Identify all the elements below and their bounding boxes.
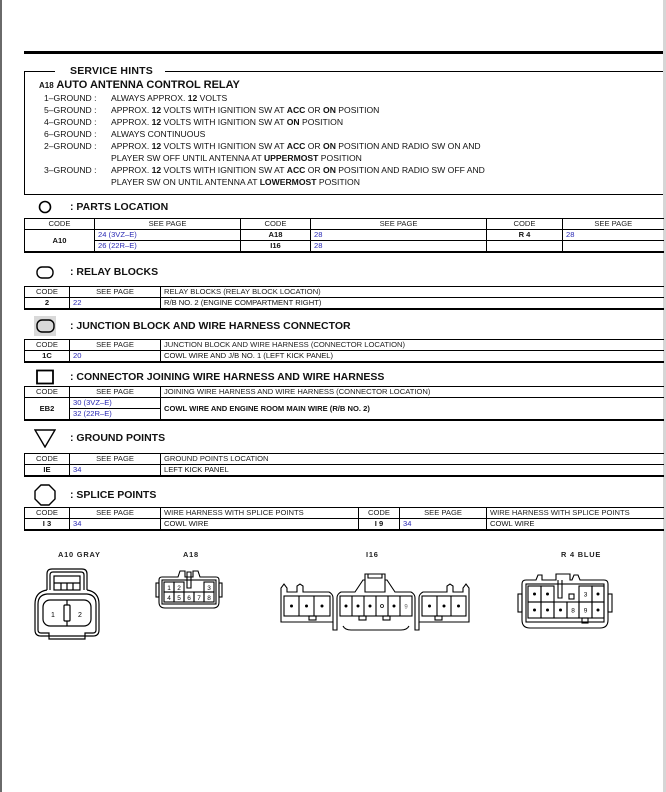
section-title: : PARTS LOCATION xyxy=(70,201,169,213)
column-header: GROUND POINTS LOCATION xyxy=(161,454,664,465)
desc-cell: COWL WIRE xyxy=(161,519,359,531)
hint-bold: 12 xyxy=(151,141,162,151)
page-link[interactable]: 24 (3VZ–E) xyxy=(95,230,241,241)
hint-text: POSITION xyxy=(316,177,360,187)
hint-bold: ACC xyxy=(286,165,306,175)
parts-location-header xyxy=(34,200,168,214)
hint-bold: LOWERMOST xyxy=(259,177,317,187)
connector-r4-diagram xyxy=(516,570,616,632)
rounded-rect-icon xyxy=(34,265,56,279)
column-header: CODE xyxy=(25,387,70,398)
pin-label: 8 xyxy=(207,595,211,602)
hint-row xyxy=(44,141,481,151)
parts-location-table xyxy=(24,218,664,253)
pin-label: 3 xyxy=(583,591,588,599)
desc-cell: R/B NO. 2 (ENGINE COMPARTMENT RIGHT) xyxy=(161,298,664,310)
hint-text: VOLTS WITH IGNITION SW AT xyxy=(161,105,287,115)
square-icon xyxy=(34,369,56,385)
code-cell: 1C xyxy=(25,351,70,363)
hint-text: APPROX. xyxy=(111,165,152,175)
column-header: SEE PAGE xyxy=(70,287,161,298)
table-row xyxy=(25,230,664,241)
column-header: WIRE HARNESS WITH SPLICE POINTS xyxy=(487,508,664,519)
desc-cell: LEFT KICK PANEL xyxy=(161,465,664,477)
hint-text: APPROX. xyxy=(111,105,152,115)
hint-row xyxy=(44,93,227,103)
hint-terminal: 1–GROUND : xyxy=(44,93,97,103)
column-header: SEE PAGE xyxy=(563,219,664,230)
relay-blocks-table xyxy=(24,286,664,310)
column-header: JOINING WIRE HARNESS AND WIRE HARNESS (CONNECTOR LOCATION) xyxy=(161,387,664,398)
hint-bold: 12 xyxy=(151,105,162,115)
hint-text: ALWAYS CONTINUOUS xyxy=(111,129,206,139)
empty-cell xyxy=(563,241,664,253)
hint-terminal: 6–GROUND : xyxy=(44,129,97,139)
hint-text: VOLTS WITH IGNITION SW AT xyxy=(161,117,287,127)
connector-a10-label: A10 GRAY xyxy=(58,550,101,559)
hint-text: POSITION xyxy=(335,105,380,115)
pin-label: 3 xyxy=(207,585,211,592)
hint-text: VOLTS WITH IGNITION SW AT xyxy=(161,165,287,175)
hint-text: PLAYER SW OFF UNTIL ANTENNA AT xyxy=(111,153,264,163)
column-header: CODE xyxy=(241,219,311,230)
page-link[interactable]: 28 xyxy=(311,241,487,253)
page-link[interactable]: 22 xyxy=(70,298,161,310)
table-row xyxy=(25,465,664,477)
hint-text: OR xyxy=(305,165,324,175)
table-header-row xyxy=(25,508,664,519)
column-header: SEE PAGE xyxy=(95,219,241,230)
hint-text: ALWAYS APPROX. xyxy=(111,93,188,103)
connector-a10-diagram xyxy=(33,568,101,642)
connector-joining-header xyxy=(34,369,384,385)
table-row xyxy=(25,519,664,531)
column-header: SEE PAGE xyxy=(70,340,161,351)
heading-text: AUTO ANTENNA CONTROL RELAY xyxy=(56,79,240,91)
section-title: : JUNCTION BLOCK AND WIRE HARNESS CONNECTOR xyxy=(70,320,351,332)
hint-row xyxy=(44,105,379,115)
page-link[interactable]: 34 xyxy=(70,519,161,531)
hint-text: OR xyxy=(305,105,324,115)
code-cell: A18 xyxy=(241,230,311,241)
hint-bold: ACC xyxy=(286,105,306,115)
hint-bold: 12 xyxy=(187,93,198,103)
hint-text: POSITION xyxy=(318,153,362,163)
hint-text: APPROX. xyxy=(111,141,152,151)
hint-terminal: 2–GROUND : xyxy=(44,141,97,151)
code-cell: I 9 xyxy=(359,519,400,531)
page-link[interactable]: 20 xyxy=(70,351,161,363)
hint-text: POSITION AND RADIO SW ON AND xyxy=(335,141,481,151)
heading-code: A18 xyxy=(39,81,54,90)
circle-icon xyxy=(34,200,56,214)
service-hints-heading xyxy=(39,79,240,91)
page-link[interactable]: 28 xyxy=(311,230,487,241)
hint-continuation xyxy=(111,177,360,187)
hint-text: OR xyxy=(305,141,324,151)
pin-label: 9 xyxy=(583,607,588,615)
hint-bold: ON xyxy=(323,105,336,115)
pin-label: 2 xyxy=(177,585,181,592)
hint-text: POSITION xyxy=(299,117,344,127)
pin-label: 8 xyxy=(571,607,575,615)
section-title: : CONNECTOR JOINING WIRE HARNESS AND WIRE HARNESS xyxy=(70,371,385,383)
hint-bold: ON xyxy=(286,117,300,127)
hint-text: POSITION AND RADIO SW OFF AND xyxy=(335,165,485,175)
connector-a18-label: A18 xyxy=(183,550,199,559)
page-link[interactable]: 30 (3VZ–E) xyxy=(70,398,161,409)
shaded-rounded-rect-icon xyxy=(34,316,56,336)
hint-terminal: 5–GROUND : xyxy=(44,105,97,115)
hint-text: VOLTS WITH IGNITION SW AT xyxy=(161,141,287,151)
connector-i16-label: I16 xyxy=(366,550,379,559)
top-rule xyxy=(24,51,663,54)
code-cell: I 3 xyxy=(25,519,70,531)
table-row xyxy=(25,241,664,253)
service-hints-box xyxy=(24,65,663,195)
hint-bold: UPPERMOST xyxy=(263,153,319,163)
junction-block-table xyxy=(24,339,664,363)
connector-r4-label: R 4 BLUE xyxy=(561,550,602,559)
page-edge-left xyxy=(0,0,2,792)
hint-text: APPROX. xyxy=(111,117,152,127)
hint-row xyxy=(44,165,485,175)
column-header: SEE PAGE xyxy=(311,219,487,230)
column-header: WIRE HARNESS WITH SPLICE POINTS xyxy=(161,508,359,519)
connector-joining-table xyxy=(24,386,664,421)
hint-text: VOLTS xyxy=(197,93,228,103)
column-header: RELAY BLOCKS (RELAY BLOCK LOCATION) xyxy=(161,287,664,298)
code-cell: IE xyxy=(25,465,70,477)
code-cell: R 4 xyxy=(487,230,563,241)
column-header: CODE xyxy=(25,287,70,298)
hint-bold: ON xyxy=(323,165,336,175)
column-header: CODE xyxy=(25,508,70,519)
ground-points-table xyxy=(24,453,664,477)
triangle-down-icon xyxy=(34,428,56,448)
hint-bold: 12 xyxy=(151,165,162,175)
column-header: CODE xyxy=(25,219,95,230)
pin-label: 1 xyxy=(167,585,171,592)
splice-points-table xyxy=(24,507,664,531)
code-cell: 2 xyxy=(25,298,70,310)
code-cell: A10 xyxy=(25,230,95,253)
section-title: : GROUND POINTS xyxy=(70,432,166,444)
relay-blocks-header xyxy=(34,265,158,279)
hint-terminal: 4–GROUND : xyxy=(44,117,97,127)
hint-bold: 12 xyxy=(151,117,162,127)
table-header-row xyxy=(25,340,664,351)
desc-cell: COWL WIRE AND ENGINE ROOM MAIN WIRE (R/B NO. 2) xyxy=(161,398,664,421)
hint-row xyxy=(44,129,205,139)
column-header: SEE PAGE xyxy=(70,454,161,465)
hint-bold: ACC xyxy=(286,141,306,151)
column-header: JUNCTION BLOCK AND WIRE HARNESS (CONNECTOR LOCATION) xyxy=(161,340,664,351)
table-row xyxy=(25,398,664,409)
pin-label: 6 xyxy=(187,595,191,602)
column-header: SEE PAGE xyxy=(400,508,487,519)
column-header: SEE PAGE xyxy=(70,387,161,398)
empty-cell xyxy=(487,241,563,253)
column-header: CODE xyxy=(487,219,563,230)
desc-cell: COWL WIRE xyxy=(487,519,664,531)
pin-label: 1 xyxy=(51,612,55,619)
ground-points-header xyxy=(34,428,165,448)
octagon-icon xyxy=(34,484,56,506)
pin-label: 4 xyxy=(167,595,171,602)
column-header: SEE PAGE xyxy=(70,508,161,519)
connector-i16-diagram xyxy=(279,572,471,632)
hint-text: PLAYER SW ON UNTIL ANTENNA AT xyxy=(111,177,260,187)
code-cell: I16 xyxy=(241,241,311,253)
page-link[interactable]: 26 (22R–E) xyxy=(95,241,241,253)
splice-points-header xyxy=(34,484,156,506)
code-cell: EB2 xyxy=(25,398,70,421)
hint-bold: ON xyxy=(323,141,336,151)
column-header: CODE xyxy=(25,340,70,351)
table-header-row xyxy=(25,219,664,230)
pin-label: 5 xyxy=(177,595,181,602)
table-row xyxy=(25,298,664,310)
page-link[interactable]: 34 xyxy=(400,519,487,531)
column-header: CODE xyxy=(359,508,400,519)
pin-label: 9 xyxy=(404,604,408,611)
section-title: : RELAY BLOCKS xyxy=(70,266,159,278)
section-title: : SPLICE POINTS xyxy=(70,489,157,501)
table-header-row xyxy=(25,287,664,298)
connector-a18-diagram xyxy=(155,570,223,610)
table-header-row xyxy=(25,387,664,398)
hint-row xyxy=(44,117,343,127)
pin-label: 7 xyxy=(197,595,201,602)
column-header: CODE xyxy=(25,454,70,465)
table-header-row xyxy=(25,454,664,465)
page-link[interactable]: 34 xyxy=(70,465,161,477)
desc-cell: COWL WIRE AND J/B NO. 1 (LEFT KICK PANEL) xyxy=(161,351,664,363)
table-row xyxy=(25,351,664,363)
junction-block-header xyxy=(34,316,351,336)
pin-label: 2 xyxy=(78,612,82,619)
page-link[interactable]: 32 (22R–E) xyxy=(70,409,161,421)
hint-continuation xyxy=(111,153,362,163)
service-hints-title: SERVICE HINTS xyxy=(70,65,153,77)
page-link[interactable]: 28 xyxy=(563,230,664,241)
hint-terminal: 3–GROUND : xyxy=(44,165,97,175)
